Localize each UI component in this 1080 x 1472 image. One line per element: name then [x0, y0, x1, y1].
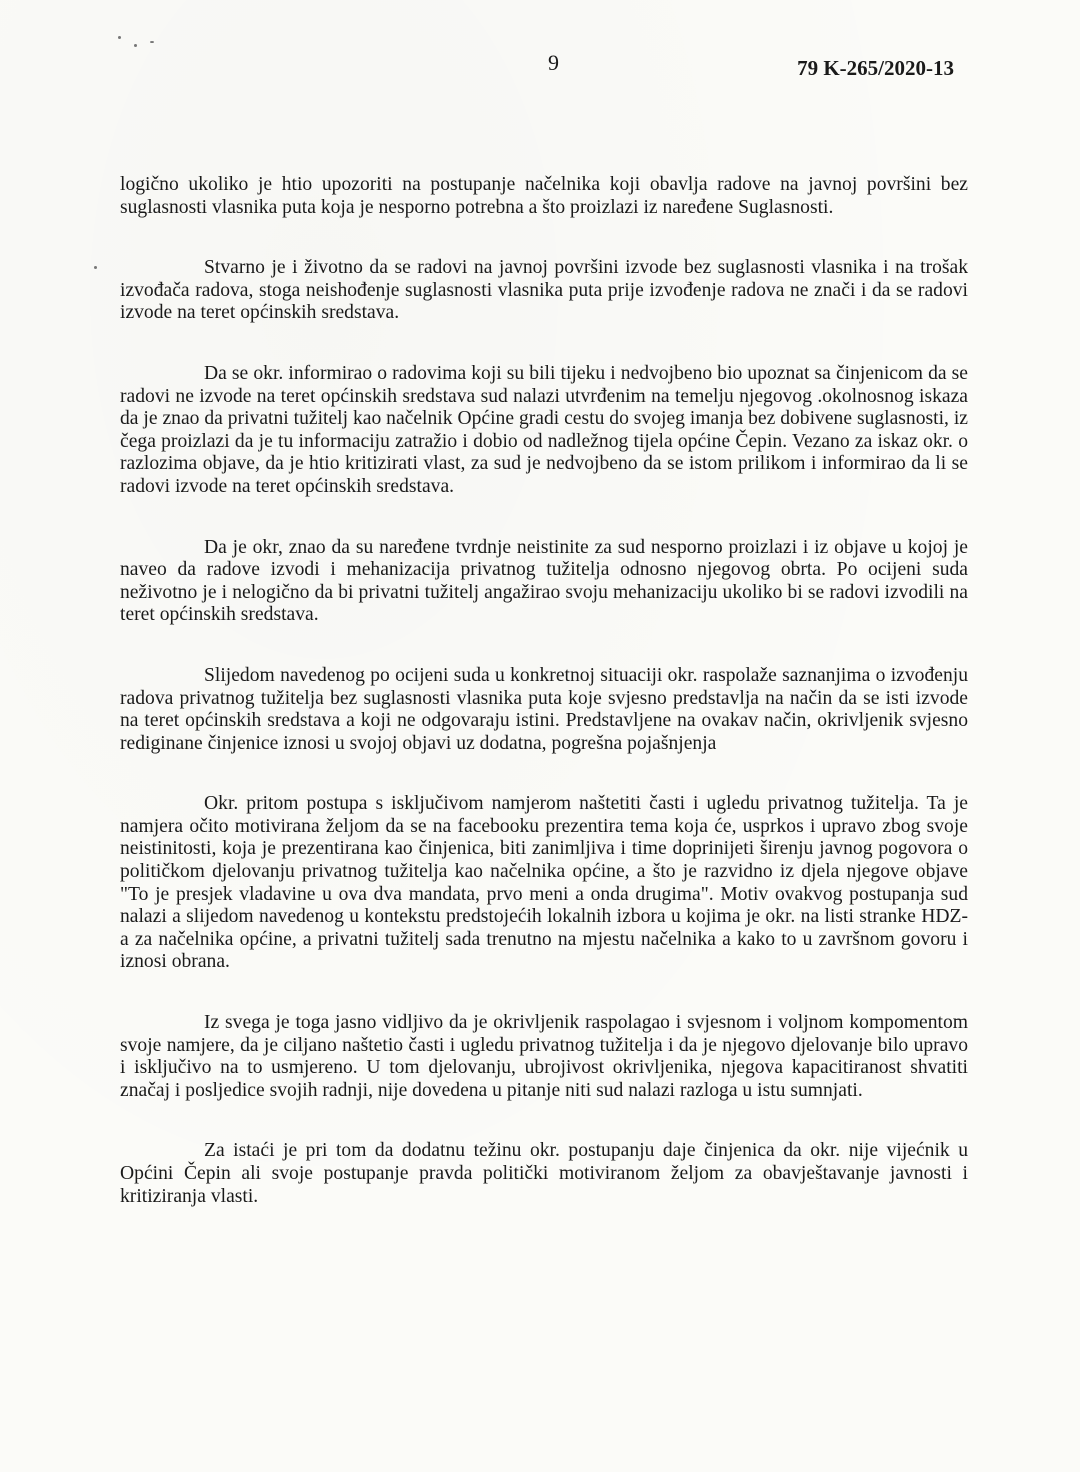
paragraph-4: Da je okr, znao da su naređene tvrdnje neistinite za sud nesporno proizlazi i iz objave u kojoj je naveo da radove izvodi i mehanizacija privatnog tužitelja odnosno njegovog obrta. Po ocijeni suda neživotno je i nelogično da bi privatni tužitelj angažirao svoju mehanizaciju ukoliko bi se radovi izvodili na teret općinskih sredstava.: [120, 536, 968, 626]
scan-speck: [118, 36, 121, 39]
case-number: 79 K-265/2020-13: [797, 56, 954, 80]
paragraph-1: logično ukoliko je htio upozoriti na postupanje načelnika koji obavlja radove na javnoj površini bez suglasnosti vlasnika puta koja je nesporno potrebna a što proizlazi iz naređene Suglasnosti.: [120, 174, 968, 218]
paragraph-6: Okr. pritom postupa s isključivom namjerom naštetiti časti i ugledu privatnog tužitelja. Ta je namjera očito motivirana željom da se na facebooku prezentira tema koja će, usprkos i upravo zbog svoje neistinitosti, koja je prezentirana kao činjenica, biti zanimljiva i time doprinijeti širenju javnog pogovora o političkom djelovanju privatnog tužitelja kao načelnika općine, a što je razvidno iz djela njegove objave "To je presjek vladavine u ova dva mandata, prvo meni a onda drugima". Motiv ovakvog postupanja sud nalazi a slijedom navedenog u kontekstu predstojećih lokalnih izbora u kojima je okr. na listi stranke HDZ-a za načelnika općine, a privatni tužitelj sada trenutno na mjestu načelnika a kako to u završnom govoru i iznosi obrana.: [120, 793, 968, 973]
paragraph-2: Stvarno je i životno da se radovi na javnoj površini izvode bez suglasnosti vlasnika i na trošak izvođača radova, stoga neishođenje suglasnosti vlasnika puta prije izvođenje radova ne znači i da se radovi izvode na teret općinskih sredstava.: [120, 257, 968, 324]
document-body: [120, 174, 968, 1246]
paragraph-5: Slijedom navedenog po ocijeni suda u konkretnoj situaciji okr. raspolaže saznanjima o izvođenju radova privatnog tužitelja bez suglasnosti vlasnika puta koje svjesno predstavlja na način da se isti izvode na teret općinskih sredstava a koji ne odgovaraju istini. Predstavljene na ovakav način, okrivljenik svjesno rediginane činjenice iznosi u svojoj objavi uz dodatna, pogrešna pojašnjenja: [120, 664, 968, 754]
scan-speck: [150, 41, 154, 43]
paragraph-7: Iz svega je toga jasno vidljivo da je okrivljenik raspolagao i svjesnom i voljnom kompomentom svoje namjere, da je ciljano naštetio časti i ugledu privatnog tužitelja i da je njegovo djelovanje bilo upravo i isključivo na to usmjereno. U tom djelovanju, ubrojivost okrivljenika, njegova kapacitiranost shvatiti značaj i posljedice svojih radnji, nije dovedena u pitanje niti sud nalazi razloga u istu sumnjati.: [120, 1012, 968, 1101]
paragraph-8: Za istaći je pri tom da dodatnu težinu okr. postupanju daje činjenica da okr. nije vijećnik u Općini Čepin ali svoje postupanje pravda politički motiviranom željom za obavještavanje javnosti i kritiziranja vlasti.: [120, 1140, 968, 1207]
scan-speck: [134, 44, 137, 47]
paragraph-3: Da se okr. informirao o radovima koji su bili tijeku i nedvojbeno bio upoznat sa činjenicom da se radovi ne izvode na teret općinskih sredstava sud nalazi utvrđenim na temelju njegovog .okolnosnog iskaza da je znao da privatni tužitelj kao načelnik Općine gradi cestu do svojeg imanja bez dobivene suglasnosti, iz čega proizlazi da je tu informaciju zatražio i dobio od nadležnog tijela općine Čepin. Vezano za iskaz okr. o razlozima objave, da je htio kritizirati vlast, za sud je nedvojbeno da se istom prilikom i informirao da li se radovi izvode na teret općinskih sredstava.: [120, 362, 968, 497]
page-number: 9: [548, 50, 559, 75]
scan-speck: [94, 266, 97, 269]
